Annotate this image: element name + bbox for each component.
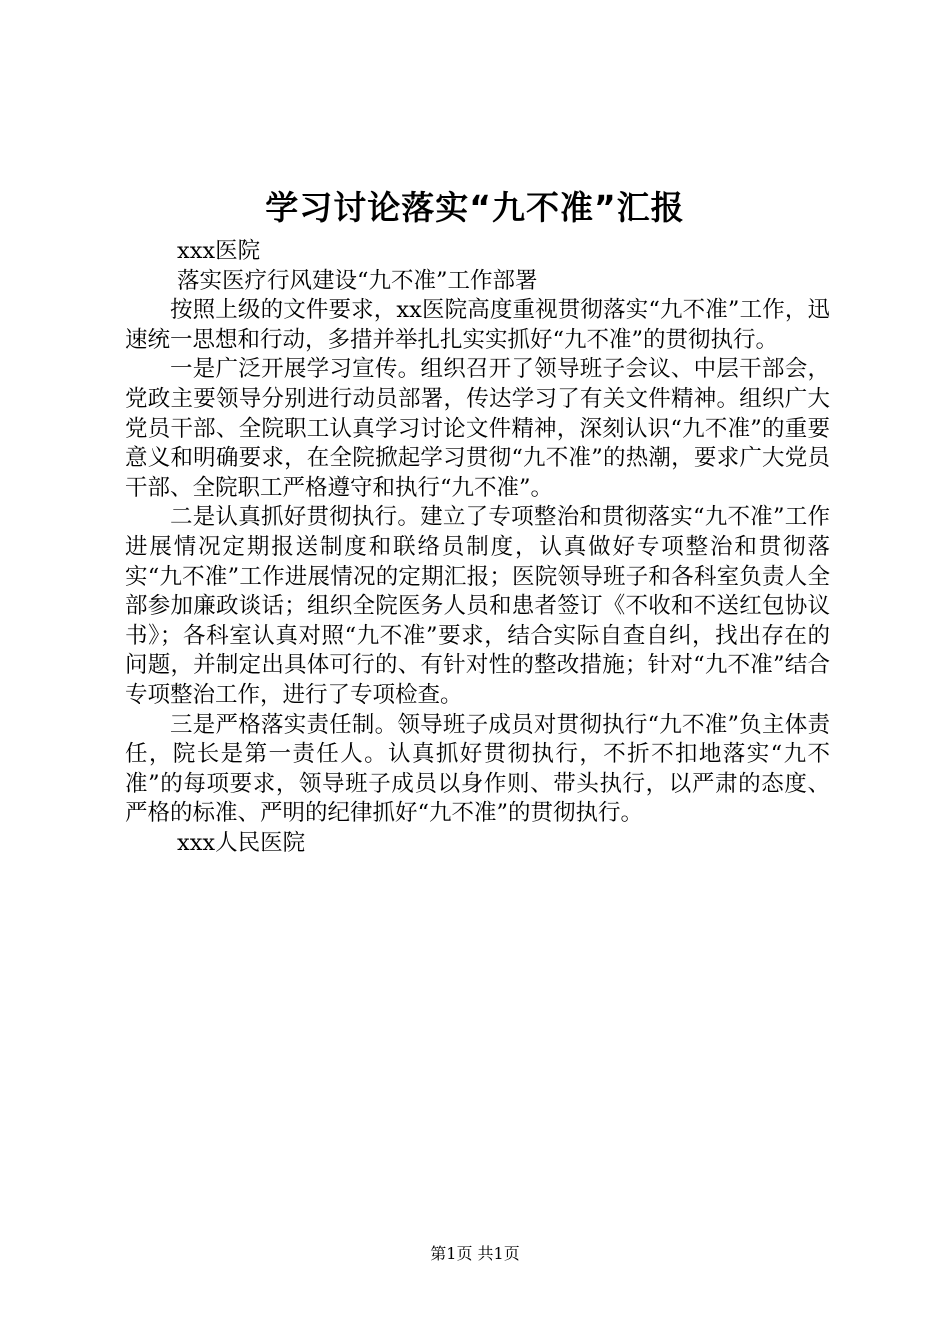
- paragraph-point-one: 一是广泛开展学习宣传。组织召开了领导班子会议、中层干部会，党政主要领导分别进行动员部署，传达学习了有关文件精神。组织广大党员干部、全院职工认真学习讨论文件精神，深刻认识“九不准”的重要意义和明确要求，在全院掀起学习贯彻“九不准”的热潮，要求广大党员干部、全院职工严格遵守和执行“九不准”。: [125, 356, 830, 501]
- hospital-name: xxx医院: [177, 238, 261, 264]
- document-title: 学习讨论落实“九不准”汇报: [265, 188, 685, 227]
- subtitle: 落实医疗行风建设“九不准”工作部署: [177, 267, 538, 294]
- paragraph-intro: 按照上级的文件要求，xx医院高度重视贯彻落实“九不准”工作，迅速统一思想和行动，多措并举扎扎实实抓好“九不准”的贯彻执行。: [125, 297, 830, 353]
- paragraph-point-three: 三是严格落实责任制。领导班子成员对贯彻执行“九不准”负主体责任，院长是第一责任人。认真抓好贯彻执行，不折不扣地落实“九不准”的每项要求，领导班子成员以身作则、带头执行，以严肃的态度、严格的标准、严明的纪律抓好“九不准”的贯彻执行。: [125, 711, 830, 827]
- document-body: [125, 237, 830, 858]
- page-footer: 第1页 共1页: [430, 1244, 520, 1263]
- paragraph-point-two: 二是认真抓好贯彻执行。建立了专项整治和贯彻落实“九不准”工作进展情况定期报送制度和联络员制度，认真做好专项整治和贯彻落实“九不准”工作进展情况的定期汇报；医院领导班子和各科室负责人全部参加廉政谈话；组织全院医务人员和患者签订《不收和不送红包协议书》；各科室认真对照“九不准”要求，结合实际自查自纠，找出存在的问题，并制定出具体可行的、有针对性的整改措施；针对“九不准”结合专项整治工作，进行了专项检查。: [125, 504, 830, 708]
- signature: xxx人民医院: [177, 829, 306, 856]
